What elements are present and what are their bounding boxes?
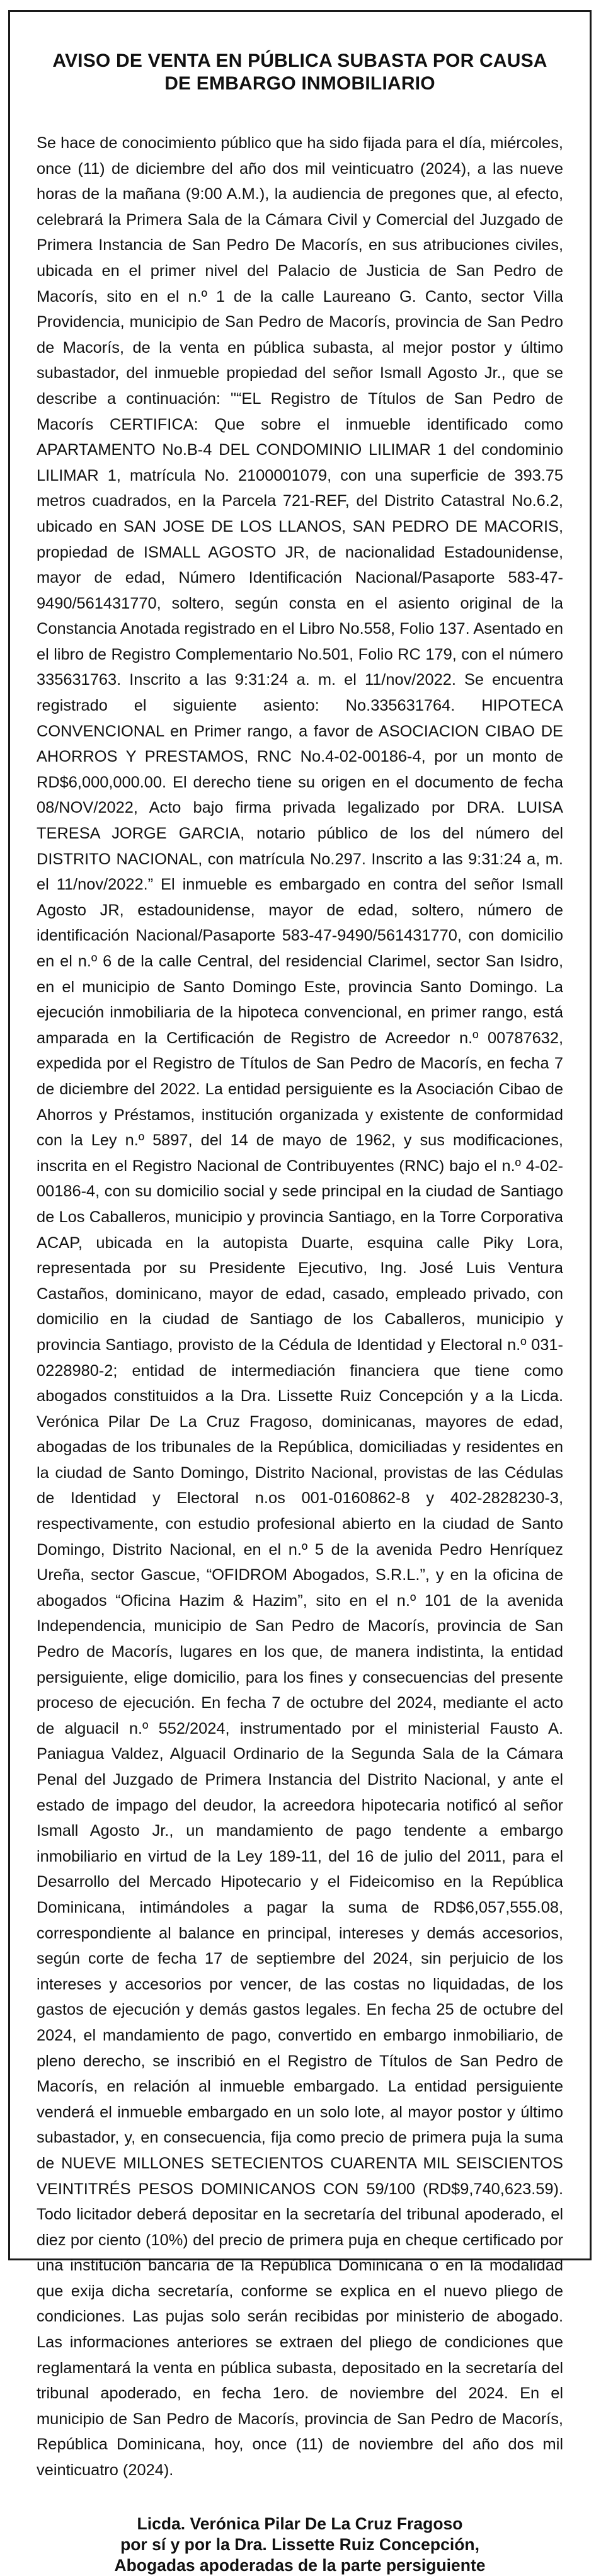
notice-title [37,50,563,95]
notice-title-line-1: AVISO DE VENTA EN PÚBLICA SUBASTA POR CAUSA [52,50,547,71]
notice-content [37,50,563,2576]
signature-block [37,2514,563,2576]
notice-border [8,10,592,2575]
signature-line-2: por sí y por la Dra. Lissette Ruiz Concepción, [120,2534,479,2554]
notice-title-line-2: DE EMBARGO INMOBILIARIO [164,73,435,94]
notice-body: Se hace de conocimiento público que ha sido fijada para el día, miércoles, once (11) de diciembre del año dos mil veinticuatro (2024), a las nueve horas de la mañana (9:00 A.M.), la audiencia de pregones que, al efecto, celebrará la Primera Sala de la Cámara Civil y Comercial del Juzgado de Primera Instancia de San Pedro De Macorís, en sus atribuciones civiles, ubicada en el primer nivel del Palacio de Justicia de San Pedro de Macorís, sito en el n.º 1 de la calle Laureano G. Canto, sector Villa Providencia, municipio de San Pedro de Macorís, provincia de San Pedro de Macorís, de la venta en pública subasta, al mejor postor y último subastador, del inmueble propiedad del señor Ismall Agosto Jr., que se describe a continuación: "“EL Registro de Títulos de San Pedro de Macorís CERTIFICA: Que sobre el inmueble identificado como APARTAMENTO No.B-4 DEL CONDOMINIO LILIMAR 1 del condominio LILIMAR 1, matrícula No. 2100001079, con una superficie de 393.75 metros cuadrados, en la Parcela 721-REF, del Distrito Catastral No.6.2, ubicado en SAN JOSE DE LOS LLANOS, SAN PEDRO DE MACORIS, propiedad de ISMALL AGOSTO JR, de nacionalidad Estadounidense, mayor de edad, Número Identificación Nacional/Pasaporte 583-47-9490/561431770, soltero, según consta en el asiento original de la Constancia Anotada registrado en el Libro No.558, Folio 137. Asentado en el libro de Registro Complementario No.501, Folio RC 179, con el número 335631763. Inscrito a las 9:31:24 a. m. el 11/nov/2022. Se encuentra registrado el siguiente asiento: No.335631764. HIPOTECA CONVENCIONAL en Primer rango, a favor de ASOCIACION CIBAO DE AHORROS Y PRESTAMOS, RNC No.4-02-00186-4, por un monto de RD$6,000,000.00. El derecho tiene su origen en el documento de fecha 08/NOV/2022, Acto bajo firma privada legalizado por DRA. LUISA TERESA JORGE GARCIA, notario público de los del número del DISTRITO NACIONAL, con matrícula No.297. Inscrito a las 9:31:24 a, m. el 11/nov/2022.” El inmueble es embargado en contra del señor Ismall Agosto JR, estadounidense, mayor de edad, soltero, número de identificación Nacional/Pasaporte 583-47-9490/561431770, con domicilio en el n.º 6 de la calle Central, del residencial Clarimel, sector San Isidro, en el municipio de Santo Domingo Este, provincia Santo Domingo. La ejecución inmobiliaria de la hipoteca convencional, en primer rango, está amparada en la Certificación de Registro de Acreedor n.º 00787632, expedida por el Registro de Títulos de San Pedro de Macorís, en fecha 7 de diciembre del 2022. La entidad persiguiente es la Asociación Cibao de Ahorros y Préstamos, institución organizada y existente de conformidad con la Ley n.º 5897, del 14 de mayo de 1962, y sus modificaciones, inscrita en el Registro Nacional de Contribuyentes (RNC) bajo el n.º 4-02-00186-4, con su domicilio social y sede principal en la ciudad de Santiago de Los Caballeros, municipio y provincia Santiago, en la Torre Corporativa ACAP, ubicada en la autopista Duarte, esquina calle Piky Lora, representada por su Presidente Ejecutivo, Ing. José Luis Ventura Castaños, dominicano, mayor de edad, casado, empleado privado, con domicilio en la ciudad de Santiago de los Caballeros, municipio y provincia Santiago, provisto de la Cédula de Identidad y Electoral n.º 031-0228980-2; entidad de intermediación financiera que tiene como abogados constituidos a la Dra. Lissette Ruiz Concepción y a la Licda. Verónica Pilar De La Cruz Fragoso, dominicanas, mayores de edad, abogadas de los tribunales de la República, domiciliadas y residentes en la ciudad de Santo Domingo, Distrito Nacional, provistas de las Cédulas de Identidad y Electoral n.os 001-0160862-8 y 402-2828230-3, respectivamente, con estudio profesional abierto en la ciudad de Santo Domingo, Distrito Nacional, en el n.º 5 de la avenida Pedro Henríquez Ureña, sector Gascue, “OFIDROM Abogados, S.R.L.”, y en la oficina de abogados “Oficina Hazim & Hazim”, sito en el n.º 101 de la avenida Independencia, municipio de San Pedro de Macorís, provincia de San Pedro de Macorís, lugares en los que, de manera indistinta, la entidad persiguiente, elige domicilio, para los fines y consecuencias del presente proceso de ejecución. En fecha 7 de octubre del 2024, mediante el acto de alguacil n.º 552/2024, instrumentado por el ministerial Fausto A. Paniagua Valdez, Alguacil Ordinario de la Segunda Sala de la Cámara Penal del Juzgado de Primera Instancia del Distrito Nacional, y ante el estado de impago del deudor, la acreedora hipotecaria notificó al señor Ismall Agosto Jr., un mandamiento de pago tendente a embargo inmobiliario en virtud de la Ley 189-11, del 16 de julio del 2011, para el Desarrollo del Mercado Hipotecario y el Fideicomiso en la República Dominicana, intimándoles a pagar la suma de RD$6,057,555.08, correspondiente al balance en principal, intereses y demás accesorios, según corte de fecha 17 de septiembre del 2024, sin perjuicio de los intereses y accesorios por vencer, de las costas no liquidadas, de los gastos de ejecución y demás gastos legales. En fecha 25 de octubre del 2024, el mandamiento de pago, convertido en embargo inmobiliario, de pleno derecho, se inscribió en el Registro de Títulos de San Pedro de Macorís, en relación al inmueble embargado. La entidad persiguiente venderá el inmueble embargado en un solo lote, al mayor postor y último subastador, y, en consecuencia, fija como precio de primera puja la suma de NUEVE MILLONES SETECIENTOS CUARENTA MIL SEISCIENTOS VEINTITRÉS PESOS DOMINICANOS CON 59/100 (RD$9,740,623.59). Todo licitador deberá depositar en la secretaría del tribunal apoderado, el diez por ciento (10%) del precio de primera puja en cheque certificado por una institución bancaria de la República Dominicana o en la modalidad que exija dicha secretaría, conforme se explica en el nuevo pliego de condiciones. Las pujas solo serán recibidas por ministerio de abogado. Las informaciones anteriores se extraen del pliego de condiciones que reglamentará la venta en pública subasta, depositado en la secretaría del tribunal apoderado, en fecha 1ero. de noviembre del 2024. En el municipio de San Pedro de Macorís, provincia de San Pedro de Macorís, República Dominicana, hoy, once (11) de noviembre del año dos mil veinticuatro (2024). [37,134,563,2480]
signature-line-3: Abogadas apoderadas de la parte persiguiente [114,2555,486,2575]
signature-line-1: Licda. Verónica Pilar De La Cruz Fragoso [137,2514,463,2533]
